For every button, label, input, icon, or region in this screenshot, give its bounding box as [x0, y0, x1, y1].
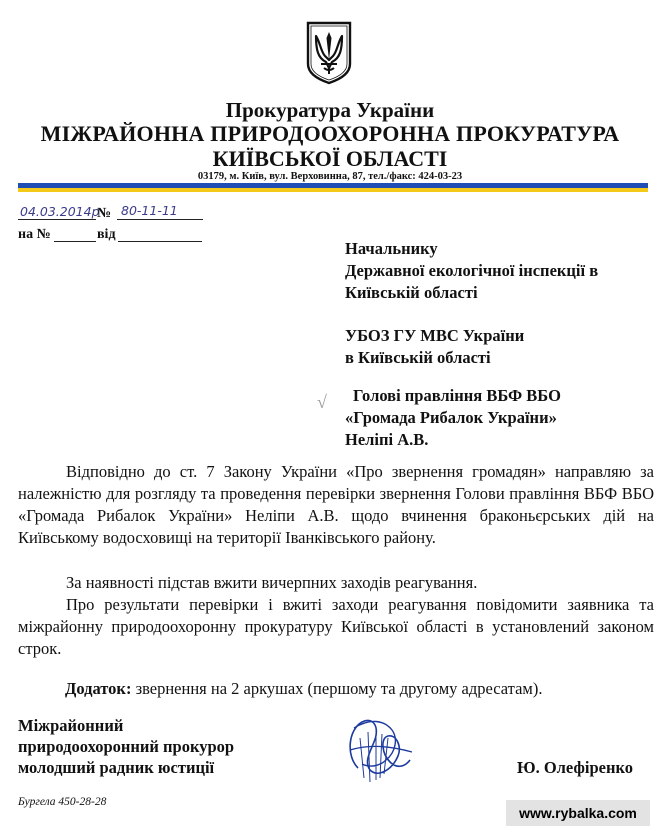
reply-number-line [54, 241, 96, 242]
signer-position-line: природоохоронний прокурор [18, 737, 235, 756]
addressee-line: Неліпі А.В. [345, 430, 429, 449]
attachment-note [65, 679, 542, 699]
check-mark: √ [317, 392, 327, 412]
flag-stripe-yellow [18, 188, 648, 192]
attachment-text: звернення на 2 аркушах (першому та другому адресатам). [135, 679, 543, 698]
outgoing-number-line [117, 219, 203, 220]
reply-number-label: на № [18, 227, 51, 242]
signer-position-line: молодший радник юстиції [18, 758, 215, 777]
outgoing-number-label: № [97, 206, 112, 221]
addressee-line: Начальнику [345, 239, 438, 258]
addressee-line: Київській області [345, 283, 478, 302]
addressee-uboz [345, 325, 524, 369]
attachment-label: Додаток: [65, 679, 132, 698]
addressee-line: Голові правління ВБФ ВБО [353, 386, 561, 405]
trident-coat-of-arms-icon [304, 20, 354, 86]
flag-stripe [18, 183, 648, 193]
header-address: 03179, м. Київ, вул. Верховинна, 87, тел./факс: 424-03-23 [197, 171, 463, 182]
header-interdistrict-prosecutor: МІЖРАЙОННА ПРИРОДООХОРОННА ПРОКУРАТУРА [40, 121, 620, 146]
addressee-line: «Громада Рибалок України» [345, 408, 557, 427]
addressee-fishermen-community [345, 385, 561, 451]
addressee-line: УБОЗ ГУ МВС України [345, 326, 525, 345]
reply-date-line [118, 241, 202, 242]
body-paragraph: Про результати перевірки і вжиті заходи реагування повідомити заявника та міжрайонну природоохоронну прокуратуру Київської області в установлений законом строк. [18, 595, 654, 658]
signer-position [18, 715, 234, 778]
header-prosecutor-office: Прокуратура України [225, 98, 435, 122]
addressee-ecological-inspection [345, 238, 598, 304]
header-region: КИЇВСЬКОЇ ОБЛАСТІ [212, 146, 448, 171]
addressee-line: в Київській області [345, 348, 491, 367]
site-watermark: www.rybalka.com [506, 800, 650, 826]
handwritten-signature [340, 708, 420, 790]
executor-contact: Бургела 450-28-28 [18, 796, 107, 808]
signer-position-line: Міжрайонний [18, 716, 124, 735]
outgoing-date: 04.03.2014р [20, 204, 100, 219]
signer-name: Ю. Олефіренко [517, 758, 633, 777]
body-paragraph: За наявності підстав вжити вичерпних заходів реагування. [66, 573, 478, 592]
addressee-line: Державної екологічної інспекції в [345, 261, 599, 280]
outgoing-number: 80-11-11 [121, 203, 178, 218]
reply-date-label: від [97, 227, 116, 242]
outgoing-date-line [18, 219, 96, 220]
body-paragraph: Відповідно до ст. 7 Закону України «Про звернення громадян» направляю за належністю для розгляду та проведення перевірки звернення Голови правління ВБФ ВБО «Громада Рибалок України» Неліпи А.В. щодо вчинення браконьєрських дій на Київському водосховищі на території Іванківського району. [18, 462, 654, 547]
